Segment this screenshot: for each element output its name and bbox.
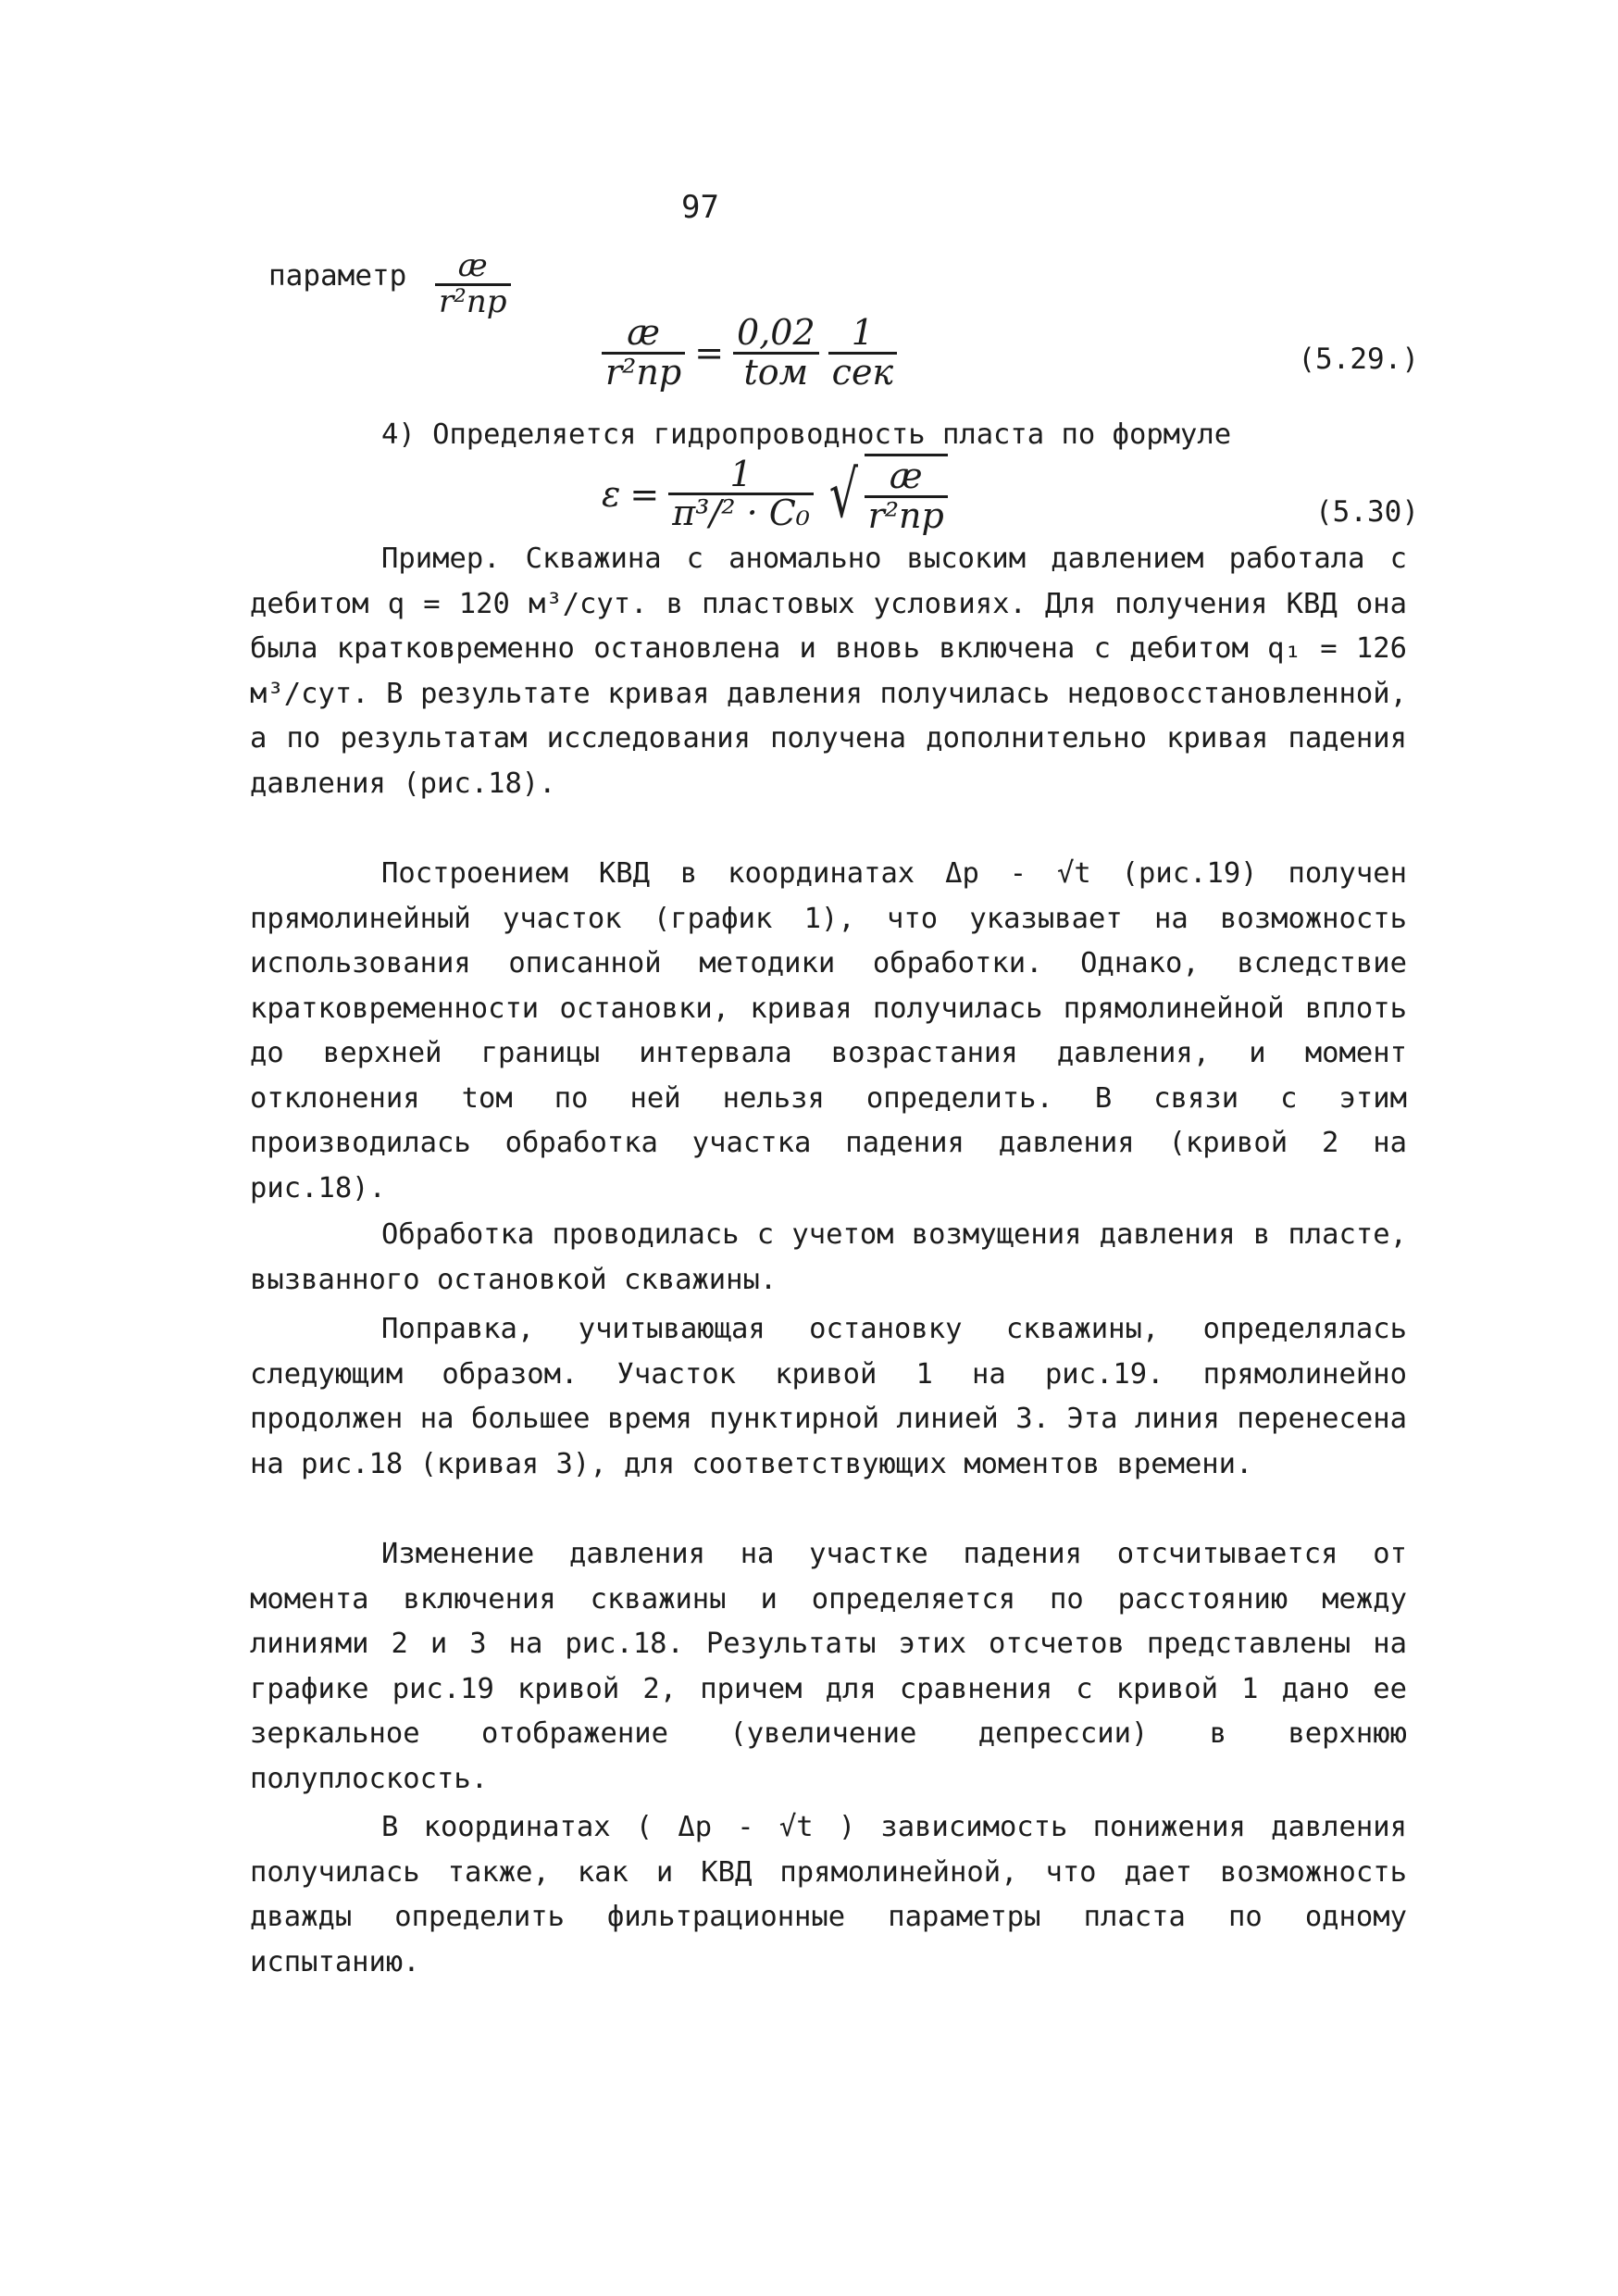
formula-5-30-den: π³/² · C₀ bbox=[668, 493, 814, 532]
formula-5-30-equals: = bbox=[629, 473, 660, 515]
formula-5-29-num: 0,02 bbox=[737, 312, 815, 353]
paragraph-processing: Обработка проводилась с учетом возмущения давления в пласте, вызванного остановкой скважины. bbox=[250, 1218, 1407, 1296]
formula-5-29-den: tом bbox=[733, 352, 819, 392]
parameter-numerator: æ bbox=[457, 247, 488, 284]
formula-5-30-root bbox=[865, 454, 948, 535]
formula-5-30 bbox=[602, 454, 948, 535]
formula-5-30-lhs: ε bbox=[602, 473, 621, 515]
formula-5-29-lhs bbox=[602, 312, 685, 393]
formula-5-29-rhs bbox=[733, 312, 819, 393]
formula-5-30-num: 1 bbox=[729, 453, 753, 494]
parameter-label: параметр bbox=[268, 259, 407, 293]
formula-5-29-unit-num: 1 bbox=[851, 312, 874, 353]
paragraph-conclusion: В координатах ( Δp - √t ) зависимость понижения давления получилась также, как и КВД прямолинейной, что дает возможность дважды определить фильтрационные параметры пласта по одному испытанию. bbox=[250, 1811, 1407, 1978]
step-4-text: 4) Определяется гидропроводность пласта по формуле bbox=[381, 418, 1232, 451]
formula-5-29-unit-den: сек bbox=[828, 352, 897, 392]
formula-5-29-unit bbox=[828, 312, 897, 393]
parameter-denominator: r²пр bbox=[435, 283, 511, 319]
formula-5-29-equals: = bbox=[694, 332, 725, 374]
paragraph-example: Пример. Скважина с аномально высоким давлением работала с дебитом q = 120 м³/сут. в пластовых условиях. Для получения КВД она была кратковременно остановлена и вновь включена с дебитом q₁ = 126 м³/сут. В результате кривая давления получилась недовосстановленной, а по результатам исследования получена дополнительно кривая падения давления (рис.18). bbox=[250, 543, 1407, 800]
formula-5-29-lhs-num: æ bbox=[627, 312, 660, 353]
parameter-fraction bbox=[435, 247, 511, 320]
equation-number-5-29: (5.29.) bbox=[1298, 343, 1419, 376]
formula-5-30-sqrt bbox=[823, 454, 948, 535]
formula-5-29 bbox=[602, 312, 897, 393]
paragraph-pressure-change: Изменение давления на участке падения отсчитывается от момента включения скважины и определяется по расстоянию между линиями 2 и 3 на рис.18. Результаты этих отсчетов представлены на графике рис.19 кривой 2, причем для сравнения с кривой 1 дано ее зеркальное отображение (увеличение депрессии) в верхнюю полуплоскость. bbox=[250, 1538, 1407, 1795]
paragraph-correction: Поправка, учитывающая остановку скважины, определялась следующим образом. Участок кривой 1 на рис.19. прямолинейно продолжен на большее время пунктирной линией 3. Эта линия перенесена на рис.18 (кривая 3), для соответствующих моментов времени. bbox=[250, 1313, 1407, 1480]
formula-5-30-root-num: æ bbox=[889, 455, 923, 496]
formula-5-30-root-den: r²пр bbox=[865, 495, 948, 535]
formula-5-30-fraction bbox=[668, 453, 814, 534]
paragraph-kvd-construction: Построением КВД в координатах Δp - √t (рис.19) получен прямолинейный участок (график 1), что указывает на возможность использования описанной методики обработки. Однако, вследствие кратковременности остановки, кривая получилась прямолинейной вплоть до верхней границы интервала возрастания давления, и момент отклонения tом по ней нельзя определить. В связи с этим производилась обработка участка падения давления (кривой 2 на рис.18). bbox=[250, 857, 1407, 1204]
equation-number-5-30: (5.30) bbox=[1315, 495, 1419, 529]
formula-5-29-lhs-den: r²пр bbox=[602, 352, 685, 392]
radical-sign: √ bbox=[828, 455, 858, 532]
page-number: 97 bbox=[681, 189, 719, 226]
